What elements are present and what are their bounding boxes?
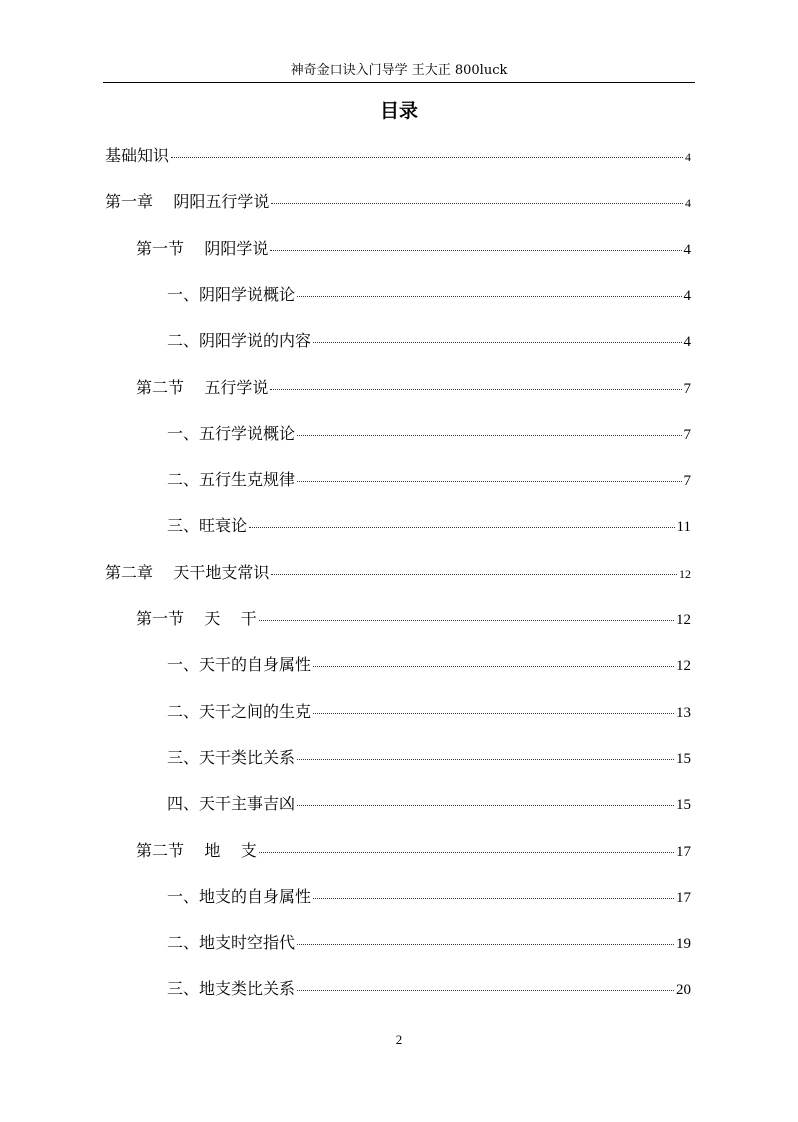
toc-entry[interactable] (105, 560, 691, 584)
toc-entry-page: 15 (676, 797, 691, 813)
toc-entry[interactable] (167, 467, 691, 491)
toc-leader-dots (297, 296, 681, 297)
toc-entry-page: 4 (685, 150, 691, 164)
toc-entry[interactable] (167, 699, 691, 723)
page-title: 目录 (379, 100, 418, 122)
toc-entry-label: 第二节 地 支 (136, 841, 257, 860)
toc-entry[interactable] (167, 421, 691, 445)
toc-entry-page: 12 (676, 658, 691, 674)
toc-entry[interactable] (167, 976, 691, 1000)
toc-entry[interactable] (167, 930, 691, 954)
toc-entry-label: 二、五行生克规律 (167, 470, 296, 489)
toc-leader-dots (313, 713, 674, 714)
toc-entry-page: 19 (676, 936, 691, 952)
page-number: 2 (395, 1032, 403, 1047)
toc-leader-dots (297, 805, 674, 806)
toc-entry-page: 7 (683, 381, 691, 397)
toc-entry-label: 第二节 五行学说 (136, 378, 269, 397)
running-header-text: 神奇金口诀入门导学 王大正 800luck (290, 63, 508, 78)
toc-entry-label: 三、天干类比关系 (167, 748, 296, 767)
toc-leader-dots (270, 389, 681, 390)
toc-entry[interactable] (167, 884, 691, 908)
toc-entry[interactable] (167, 513, 691, 537)
toc-entry-label: 第一节 阴阳学说 (136, 239, 269, 258)
toc-leader-dots (249, 527, 675, 528)
toc-entry-label: 基础知识 (105, 146, 170, 165)
toc-entry-label: 一、阴阳学说概论 (167, 285, 296, 304)
toc-entry-page: 12 (676, 612, 691, 628)
toc-entry-label: 一、五行学说概论 (167, 424, 296, 443)
toc-entry[interactable] (167, 328, 691, 352)
toc-leader-dots (270, 250, 681, 251)
toc-entry[interactable] (167, 791, 691, 815)
toc-leader-dots (297, 759, 674, 760)
toc-leader-dots (313, 666, 674, 667)
toc-leader-dots (259, 852, 674, 853)
toc-entry-label: 三、地支类比关系 (167, 979, 296, 998)
toc-entry-page: 7 (683, 473, 691, 489)
toc-entry-label: 三、旺衰论 (167, 516, 248, 535)
toc-entry[interactable] (136, 236, 691, 260)
toc-entry-label: 第二章 天干地支常识 (105, 563, 270, 582)
toc-leader-dots (313, 898, 674, 899)
toc-leader-dots (297, 435, 681, 436)
toc-entry-page: 12 (679, 567, 691, 581)
toc-entry-page: 11 (676, 519, 691, 535)
toc-leader-dots (259, 620, 674, 621)
toc-entry-page: 17 (676, 844, 691, 860)
toc-entry[interactable] (136, 838, 691, 862)
running-header (103, 62, 695, 83)
toc-leader-dots (171, 157, 683, 158)
toc-leader-dots (271, 574, 677, 575)
toc-entry-page: 13 (676, 705, 691, 721)
toc-entry-label: 四、天干主事吉凶 (167, 794, 296, 813)
toc-entry-page: 4 (683, 334, 691, 350)
toc-entry-label: 一、天干的自身属性 (167, 655, 312, 674)
toc-entry-page: 4 (683, 242, 691, 258)
toc-entry[interactable] (167, 652, 691, 676)
toc-entry[interactable] (136, 375, 691, 399)
toc-entry-label: 二、天干之间的生克 (167, 702, 312, 721)
toc-entry-page: 4 (685, 196, 691, 210)
toc-entry-page: 15 (676, 751, 691, 767)
toc-entry-page: 7 (683, 427, 691, 443)
toc-leader-dots (271, 203, 683, 204)
toc-entry-label: 第一章 阴阳五行学说 (105, 192, 270, 211)
toc-leader-dots (297, 944, 674, 945)
toc-entry[interactable] (105, 189, 691, 213)
toc-entry-page: 4 (683, 288, 691, 304)
toc-entry-page: 20 (676, 982, 691, 998)
toc-leader-dots (313, 342, 681, 343)
toc-leader-dots (297, 481, 681, 482)
toc-entry-label: 二、地支时空指代 (167, 933, 296, 952)
toc-entry-page: 17 (676, 890, 691, 906)
toc-entry[interactable] (136, 606, 691, 630)
toc-entry[interactable] (167, 282, 691, 306)
toc-entry[interactable] (167, 745, 691, 769)
toc-entry-label: 一、地支的自身属性 (167, 887, 312, 906)
toc-entry-label: 第一节 天 干 (136, 609, 257, 628)
toc-leader-dots (297, 990, 674, 991)
toc-entry[interactable] (105, 143, 691, 167)
toc-entry-label: 二、阴阳学说的内容 (167, 331, 312, 350)
